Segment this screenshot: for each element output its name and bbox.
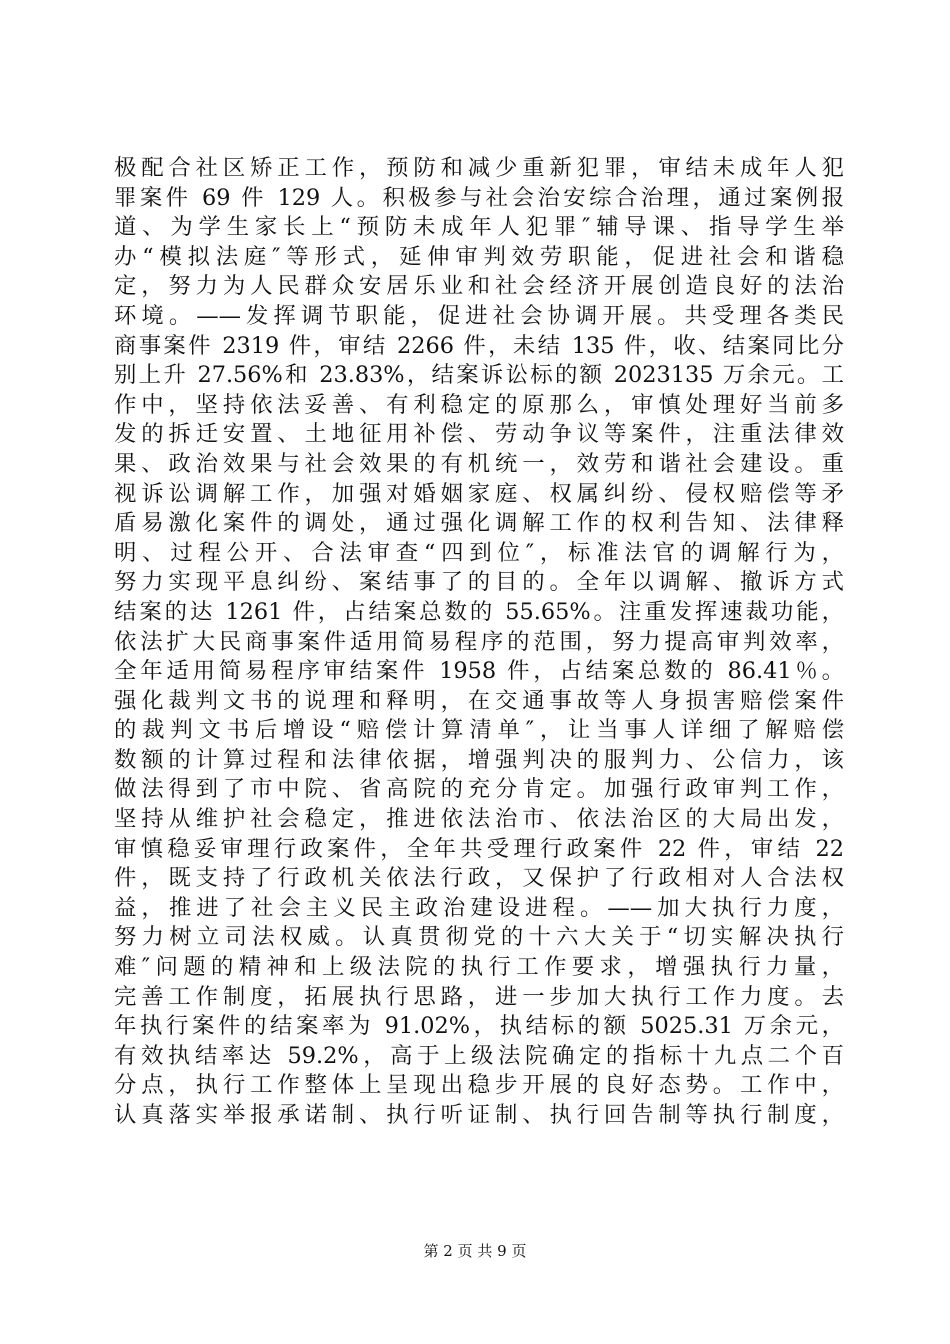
page-footer [0,1240,950,1261]
text-line: 办“模拟法庭″等形式，延伸审判效劳职能，促进社会和谐稳 [114,243,844,270]
text-line: 罪案件 69 件 129 人。积极参与社会治安综合治理，通过案例报 [114,184,844,211]
text-line: 定，努力为人民群众安居乐业和社会经济开展创造良好的法治 [114,273,844,300]
text-line: 坚持从维护社会稳定，推进依法治市、依法治区的大局出发， [114,806,844,833]
text-line: 审慎稳妥审理行政案件，全年共受理行政案件 22 件，审结 22 [114,835,844,862]
text-line: 视诉讼调解工作，加强对婚姻家庭、权属纠纷、侵权赔偿等矛 [114,480,844,507]
text-line: 强化裁判文书的说理和释明，在交通事故等人身损害赔偿案件 [114,687,844,714]
text-line: 盾易激化案件的调处，通过强化调解工作的权利告知、法律释 [114,510,844,537]
text-line: 发的拆迁安置、土地征用补偿、劳动争议等案件，注重法律效 [114,421,844,448]
text-line: 难″问题的精神和上级法院的执行工作要求，增强执行力量， [114,954,844,981]
text-line: 果、政治效果与社会效果的有机统一，效劳和谐社会建设。重 [114,450,844,477]
text-line: 别上升 27.56%和 23.83%，结案诉讼标的额 2023135 万余元。工 [114,362,844,389]
text-line: 年执行案件的结案率为 91.02%，执结标的额 5025.31 万余元， [114,1013,844,1040]
text-line: 有效执结率达 59.2%，高于上级法院确定的指标十九点二个百 [114,1042,844,1069]
text-line: 依法扩大民商事案件适用简易程序的范围，努力提高审判效率， [114,628,844,655]
text-line: 明、过程公开、合法审查“四到位″，标准法官的调解行为， [114,539,844,566]
text-line: 认真落实举报承诺制、执行听证制、执行回告制等执行制度， [114,1102,844,1128]
page-number: 第 2 页 共 9 页 [423,1242,527,1260]
text-line: 数额的计算过程和法律依据，增强判决的服判力、公信力，该 [114,746,844,773]
text-line: 的裁判文书后增设“赔偿计算清单″，让当事人详细了解赔偿 [114,717,844,744]
text-line: 道、为学生家长上“预防未成年人犯罪″辅导课、指导学生举 [114,214,844,241]
text-line: 商事案件 2319 件，审结 2266 件，未结 135 件，收、结案同比分 [114,332,844,359]
text-line: 全年适用简易程序审结案件 1958 件，占结案总数的 86.41％。 [114,658,844,685]
text-line: 努力实现平息纠纷、案结事了的目的。全年以调解、撤诉方式 [114,569,844,596]
body-text [114,154,844,1131]
text-line: 环境。——发挥调节职能，促进社会协调开展。共受理各类民 [114,302,844,329]
text-line: 极配合社区矫正工作，预防和减少重新犯罪，审结未成年人犯 [114,155,844,181]
text-line: 益，推进了社会主义民主政治建设进程。——加大执行力度， [114,894,844,921]
text-line: 完善工作制度，拓展执行思路，进一步加大执行工作力度。去 [114,983,844,1010]
text-line: 结案的达 1261 件，占结案总数的 55.65%。注重发挥速裁功能， [114,598,844,625]
text-line: 努力树立司法权威。认真贯彻党的十六大关于“切实解决执行 [114,924,844,951]
text-line: 做法得到了市中院、省高院的充分肯定。加强行政审判工作， [114,776,844,803]
text-line: 件，既支持了行政机关依法行政，又保护了行政相对人合法权 [114,865,844,892]
text-line: 作中，坚持依法妥善、有利稳定的原那么，审慎处理好当前多 [114,391,844,418]
text-line: 分点，执行工作整体上呈现出稳步开展的良好态势。工作中， [114,1072,844,1099]
